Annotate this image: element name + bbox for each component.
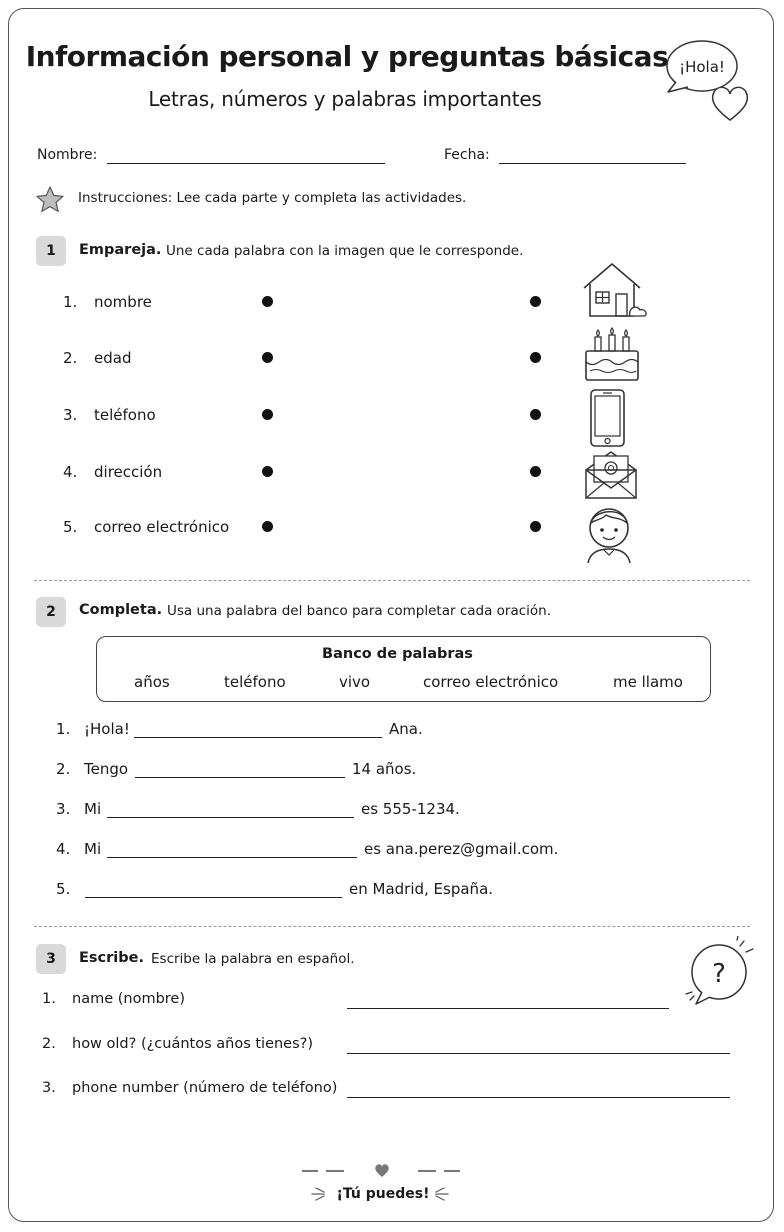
envelope-icon: [582, 448, 640, 502]
page-title: Información personal y preguntas básicas: [25, 40, 669, 73]
write-item-number: 1.: [42, 991, 56, 1007]
match-item-word: edad: [94, 349, 132, 367]
word-bank-word: vivo: [339, 673, 371, 691]
section-2-badge: 2: [36, 597, 66, 627]
house-icon: [580, 260, 648, 322]
sentence-start: ¡Hola!: [84, 720, 130, 738]
write-answer-line[interactable]: [347, 1008, 669, 1009]
match-item-number: 2.: [63, 349, 78, 367]
sentence-number: 2.: [56, 760, 71, 778]
section-3-badge: 3: [36, 944, 66, 974]
match-left-dot[interactable]: [262, 521, 273, 532]
match-item-word: correo electrónico: [94, 518, 230, 536]
section-1-badge: 1: [36, 236, 66, 266]
match-item-word: nombre: [94, 293, 152, 311]
sentence-end: en Madrid, España.: [349, 880, 494, 898]
write-item-prompt: name (nombre): [72, 991, 185, 1007]
match-item-number: 4.: [63, 463, 78, 481]
match-item-word: dirección: [94, 463, 163, 481]
match-item-number: 1.: [63, 293, 78, 311]
match-right-dot[interactable]: [530, 521, 541, 532]
star-icon: [35, 185, 65, 213]
svg-text:?: ?: [712, 959, 726, 989]
section-1-title: Empareja.: [79, 242, 162, 258]
sentence-blank[interactable]: [134, 737, 382, 738]
match-item-word: teléfono: [94, 406, 156, 424]
sentence-end: es 555-1234.: [361, 800, 460, 818]
name-field[interactable]: [107, 163, 385, 164]
write-item-prompt: phone number (número de teléfono): [72, 1080, 338, 1096]
sentence-end: es ana.perez@gmail.com.: [364, 840, 559, 858]
sentence-blank[interactable]: [107, 857, 357, 858]
instructions-text: Instrucciones: Lee cada parte y completa las actividades.: [78, 190, 467, 206]
word-bank-word: correo electrónico: [423, 673, 559, 691]
section-1-description: Une cada palabra con la imagen que le corresponde.: [166, 243, 524, 259]
match-left-dot[interactable]: [262, 296, 273, 307]
match-right-dot[interactable]: [530, 296, 541, 307]
sentence-number: 3.: [56, 800, 71, 818]
question-bubble-icon: [680, 936, 760, 1010]
sentence-blank[interactable]: [85, 897, 342, 898]
write-item-number: 3.: [42, 1080, 56, 1096]
date-label: Fecha:: [444, 147, 490, 163]
sentence-number: 4.: [56, 840, 71, 858]
hola-bubble-text: ¡Hola!: [679, 58, 725, 76]
birthday-cake-icon: [582, 324, 642, 384]
match-left-dot[interactable]: [262, 352, 273, 363]
sentence-start: Mi: [84, 840, 102, 858]
word-bank-word: años: [134, 673, 170, 691]
write-item-number: 2.: [42, 1036, 56, 1052]
page-subtitle: Letras, números y palabras importantes: [148, 87, 542, 111]
name-label: Nombre:: [37, 147, 98, 163]
match-right-dot[interactable]: [530, 352, 541, 363]
word-bank-word: me llamo: [613, 673, 683, 691]
sentence-number: 5.: [56, 880, 71, 898]
sentence-start: Tengo: [84, 760, 129, 778]
match-left-dot[interactable]: [262, 409, 273, 420]
section-2-description: Usa una palabra del banco para completar cada oración.: [167, 603, 552, 619]
write-answer-line[interactable]: [347, 1053, 730, 1054]
phone-icon: [588, 388, 628, 448]
match-item-number: 3.: [63, 406, 78, 424]
section-2-title: Completa.: [79, 602, 163, 618]
sentence-blank[interactable]: [135, 777, 345, 778]
write-item-prompt: how old? (¿cuántos años tienes?): [72, 1036, 314, 1052]
sentence-blank[interactable]: [107, 817, 354, 818]
footer-encouragement: ¡Tú puedes!: [336, 1186, 430, 1202]
sentence-start: Mi: [84, 800, 102, 818]
sentence-number: 1.: [56, 720, 71, 738]
hola-speech-bubble-icon: [662, 34, 758, 124]
section-divider: [34, 580, 750, 581]
match-right-dot[interactable]: [530, 409, 541, 420]
word-bank-title: Banco de palabras: [322, 646, 473, 662]
sentence-end: Ana.: [389, 720, 423, 738]
match-left-dot[interactable]: [262, 466, 273, 477]
section-divider: [34, 926, 750, 927]
match-item-number: 5.: [63, 518, 78, 536]
boy-face-icon: [582, 503, 636, 565]
section-3-description: Escribe la palabra en español.: [151, 951, 355, 967]
word-bank-word: teléfono: [224, 673, 286, 691]
section-3-title: Escribe.: [79, 950, 144, 966]
sentence-end: 14 años.: [352, 760, 417, 778]
match-right-dot[interactable]: [530, 466, 541, 477]
date-field[interactable]: [499, 163, 686, 164]
write-answer-line[interactable]: [347, 1097, 730, 1098]
